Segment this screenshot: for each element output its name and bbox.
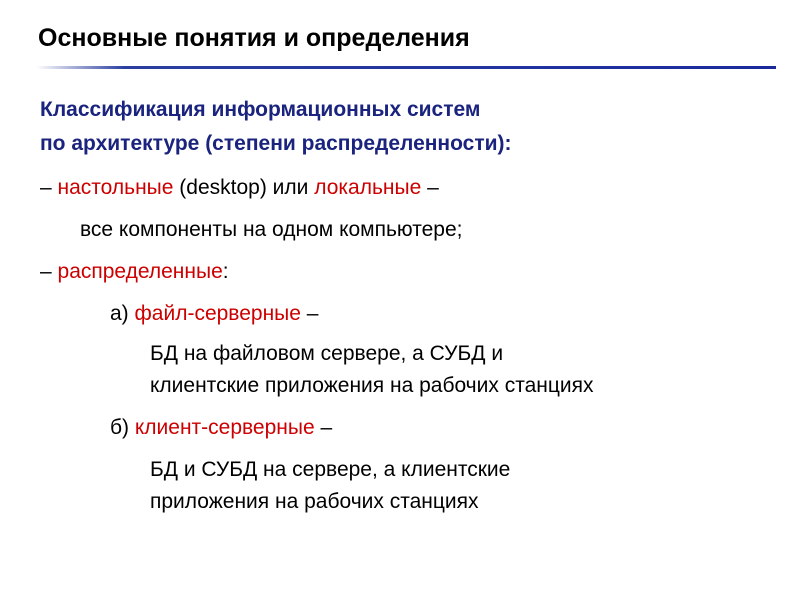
title-underline xyxy=(36,66,776,69)
heading-line-2: по архитектуре (степени распределенности): xyxy=(40,132,512,155)
sub-item-client-server xyxy=(110,416,332,440)
dash: – xyxy=(40,260,58,283)
desktop-description: все компоненты на одном компьютере; xyxy=(80,218,463,241)
term-client-server: клиент-серверные xyxy=(134,416,315,439)
dash-suffix: – xyxy=(314,416,333,439)
dash-suffix: – xyxy=(300,302,319,325)
file-server-desc-line-1: БД на файловом сервере, а СУБД и xyxy=(150,342,504,365)
slide-title: Основные понятия и определения xyxy=(38,24,470,52)
term-desktop: настольные xyxy=(57,176,174,199)
marker-b: б) xyxy=(110,416,135,439)
dash: – xyxy=(40,176,58,199)
term-file-server: файл-серверные xyxy=(134,302,301,325)
client-server-desc-line-2: приложения на рабочих станциях xyxy=(150,490,479,513)
client-server-desc-line-1: БД и СУБД на сервере, а клиентские xyxy=(150,458,511,481)
list-item-desktop xyxy=(40,176,439,200)
term-distributed: распределенные xyxy=(57,260,223,283)
text-desktop-middle: (desktop) или xyxy=(173,176,315,199)
marker-a: а) xyxy=(110,302,135,325)
file-server-desc-line-2: клиентские приложения на рабочих станциях xyxy=(150,374,594,397)
sub-item-file-server xyxy=(110,302,318,326)
heading-line-1: Классификация информационных систем xyxy=(40,98,481,121)
dash-suffix: – xyxy=(421,176,439,199)
colon: : xyxy=(222,260,229,283)
list-item-distributed xyxy=(40,260,229,284)
term-local: локальные xyxy=(314,176,422,199)
